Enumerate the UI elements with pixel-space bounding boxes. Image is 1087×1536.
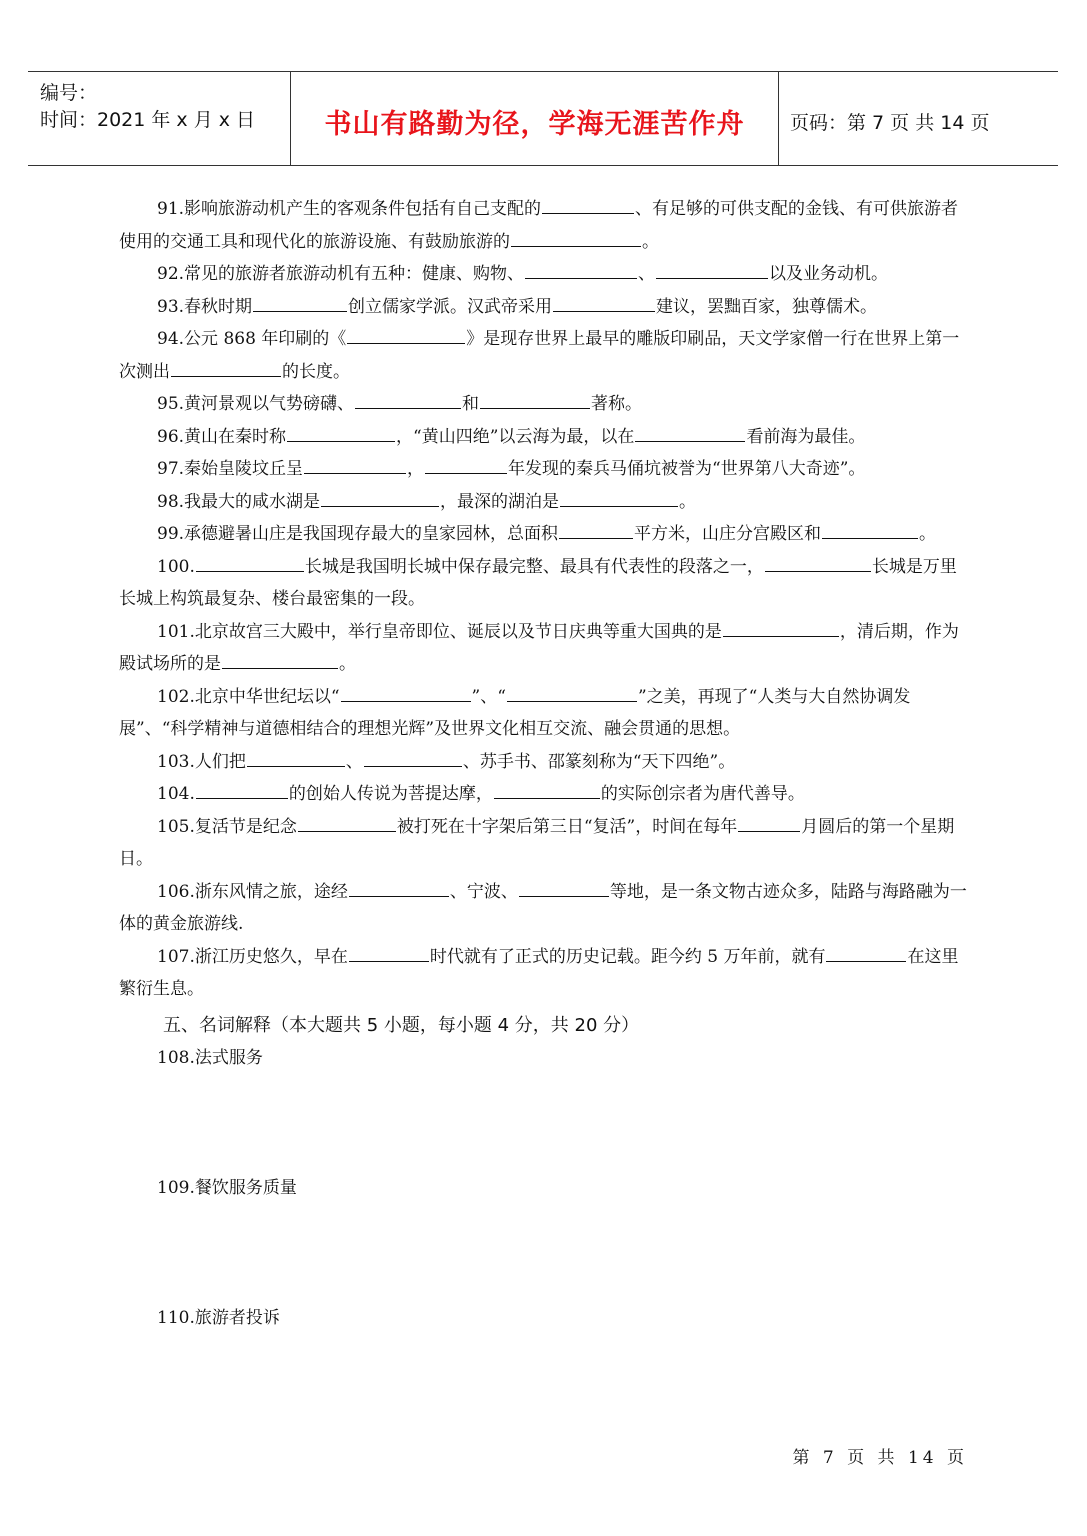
header-left-cell bbox=[28, 72, 290, 165]
answer-blank[interactable] bbox=[738, 813, 800, 832]
answer-blank[interactable] bbox=[171, 358, 281, 377]
question-101: 101.北京故宫三大殿中，举行皇帝即位、诞辰以及节日庆典等重大国典的是 ，清后期，作为殿试场所的是 。 bbox=[119, 616, 971, 681]
answer-blank[interactable] bbox=[355, 390, 461, 409]
answer-blank[interactable] bbox=[553, 293, 655, 312]
answer-blank[interactable] bbox=[765, 553, 871, 572]
answer-blank[interactable] bbox=[559, 520, 633, 539]
term-108: 108.法式服务 bbox=[157, 1047, 263, 1068]
answer-blank[interactable] bbox=[247, 748, 345, 767]
answer-blank[interactable] bbox=[304, 455, 406, 474]
answer-blank[interactable] bbox=[349, 943, 429, 962]
question-103: 103.人们把 、 、苏手书、邵篆刻称为“天下四绝”。 bbox=[119, 746, 971, 779]
answer-blank[interactable] bbox=[196, 780, 288, 799]
answer-blank[interactable] bbox=[425, 455, 507, 474]
question-content bbox=[119, 193, 971, 1334]
question-92: 92.常见的旅游者旅游动机有五种：健康、购物、 、 以及业务动机。 bbox=[119, 258, 971, 291]
answer-blank[interactable] bbox=[511, 228, 641, 247]
question-95: 95.黄河景观以气势磅礴、 和 著称。 bbox=[119, 388, 971, 421]
document-header bbox=[28, 71, 1058, 166]
question-98: 98.我最大的咸水湖是 ，最深的湖泊是 。 bbox=[119, 486, 971, 519]
term-110: 110.旅游者投诉 bbox=[157, 1307, 280, 1328]
answer-blank[interactable] bbox=[347, 325, 465, 344]
header-motto: 书山有路勤为径，学海无涯苦作舟 bbox=[324, 109, 745, 140]
answer-blank[interactable] bbox=[480, 390, 590, 409]
question-105: 105.复活节是纪念 被打死在十字架后第三日“复活”，时间在每年 月圆后的第一个星期日。 bbox=[119, 811, 971, 876]
question-102: 102.北京中华世纪坛以“ ”、“ ”之美，再现了“人类与大自然协调发展”、“科学精神与道德相结合的理想光辉”及世界文化相互交流、融会贯通的思想。 bbox=[119, 681, 971, 746]
answer-blank[interactable] bbox=[519, 878, 609, 897]
answer-blank[interactable] bbox=[494, 780, 600, 799]
answer-blank[interactable] bbox=[298, 813, 396, 832]
document-date-label: 时间：2021 年 x 月 x 日 bbox=[40, 109, 256, 131]
question-91: 91.影响旅游动机产生的客观条件包括有自己支配的 、有足够的可供支配的金钱、有可供旅游者使用的交通工具和现代化的旅游设施、有鼓励旅游的 。 bbox=[119, 193, 971, 258]
question-100: 100. 长城是我国明长城中保存最完整、最具有代表性的段落之一， 长城是万里长城上构筑最复杂、楼台最密集的一段。 bbox=[119, 551, 971, 616]
question-94: 94.公元 868 年印刷的《 》是现存世界上最早的雕版印刷品，天文学家僧一行在世界上第一次测出 的长度。 bbox=[119, 323, 971, 388]
footer-page-number: 第 7 页 共 14 页 bbox=[792, 1448, 968, 1468]
header-right-cell bbox=[778, 72, 1058, 165]
answer-blank[interactable] bbox=[822, 520, 918, 539]
answer-blank[interactable] bbox=[560, 488, 678, 507]
question-104: 104. 的创始人传说为菩提达摩， 的实际创宗者为唐代善导。 bbox=[119, 778, 971, 811]
answer-blank[interactable] bbox=[723, 618, 839, 637]
answer-blank[interactable] bbox=[525, 260, 637, 279]
question-97: 97.秦始皇陵坟丘呈 ， 年发现的秦兵马俑坑被誉为“世界第八大奇迹”。 bbox=[119, 453, 971, 486]
answer-blank[interactable] bbox=[321, 488, 439, 507]
answer-blank[interactable] bbox=[656, 260, 768, 279]
answer-blank[interactable] bbox=[635, 423, 745, 442]
header-page-indicator: 页码：第 7 页 共 14 页 bbox=[790, 112, 990, 134]
answer-blank[interactable] bbox=[222, 650, 338, 669]
question-99: 99.承德避暑山庄是我国现存最大的皇家园林，总面积 平方米，山庄分宫殿区和 。 bbox=[119, 518, 971, 551]
answer-blank[interactable] bbox=[826, 943, 906, 962]
question-106: 106.浙东风情之旅，途经 、宁波、 等地，是一条文物古迹众多，陆路与海路融为一体的黄金旅游线. bbox=[119, 876, 971, 941]
answer-blank[interactable] bbox=[542, 195, 634, 214]
answer-blank[interactable] bbox=[287, 423, 395, 442]
section-5-title: 五、名词解释（本大题共 5 小题，每小题 4 分，共 20 分） bbox=[163, 1014, 640, 1036]
term-109: 109.餐饮服务质量 bbox=[157, 1177, 297, 1198]
document-number-label: 编号： bbox=[40, 82, 98, 104]
answer-blank[interactable] bbox=[341, 683, 471, 702]
question-93: 93.春秋时期 创立儒家学派。汉武帝采用 建议，罢黜百家，独尊儒术。 bbox=[119, 291, 971, 324]
answer-blank[interactable] bbox=[349, 878, 449, 897]
answer-blank[interactable] bbox=[253, 293, 347, 312]
question-107: 107.浙江历史悠久，早在 时代就有了正式的历史记载。距今约 5 万年前，就有 在这里繁衍生息。 bbox=[119, 941, 971, 1006]
header-center-cell bbox=[290, 72, 779, 165]
answer-blank[interactable] bbox=[364, 748, 462, 767]
question-96: 96.黄山在秦时称 ，“黄山四绝”以云海为最，以在 看前海为最佳。 bbox=[119, 421, 971, 454]
answer-blank[interactable] bbox=[507, 683, 637, 702]
answer-blank[interactable] bbox=[196, 553, 304, 572]
